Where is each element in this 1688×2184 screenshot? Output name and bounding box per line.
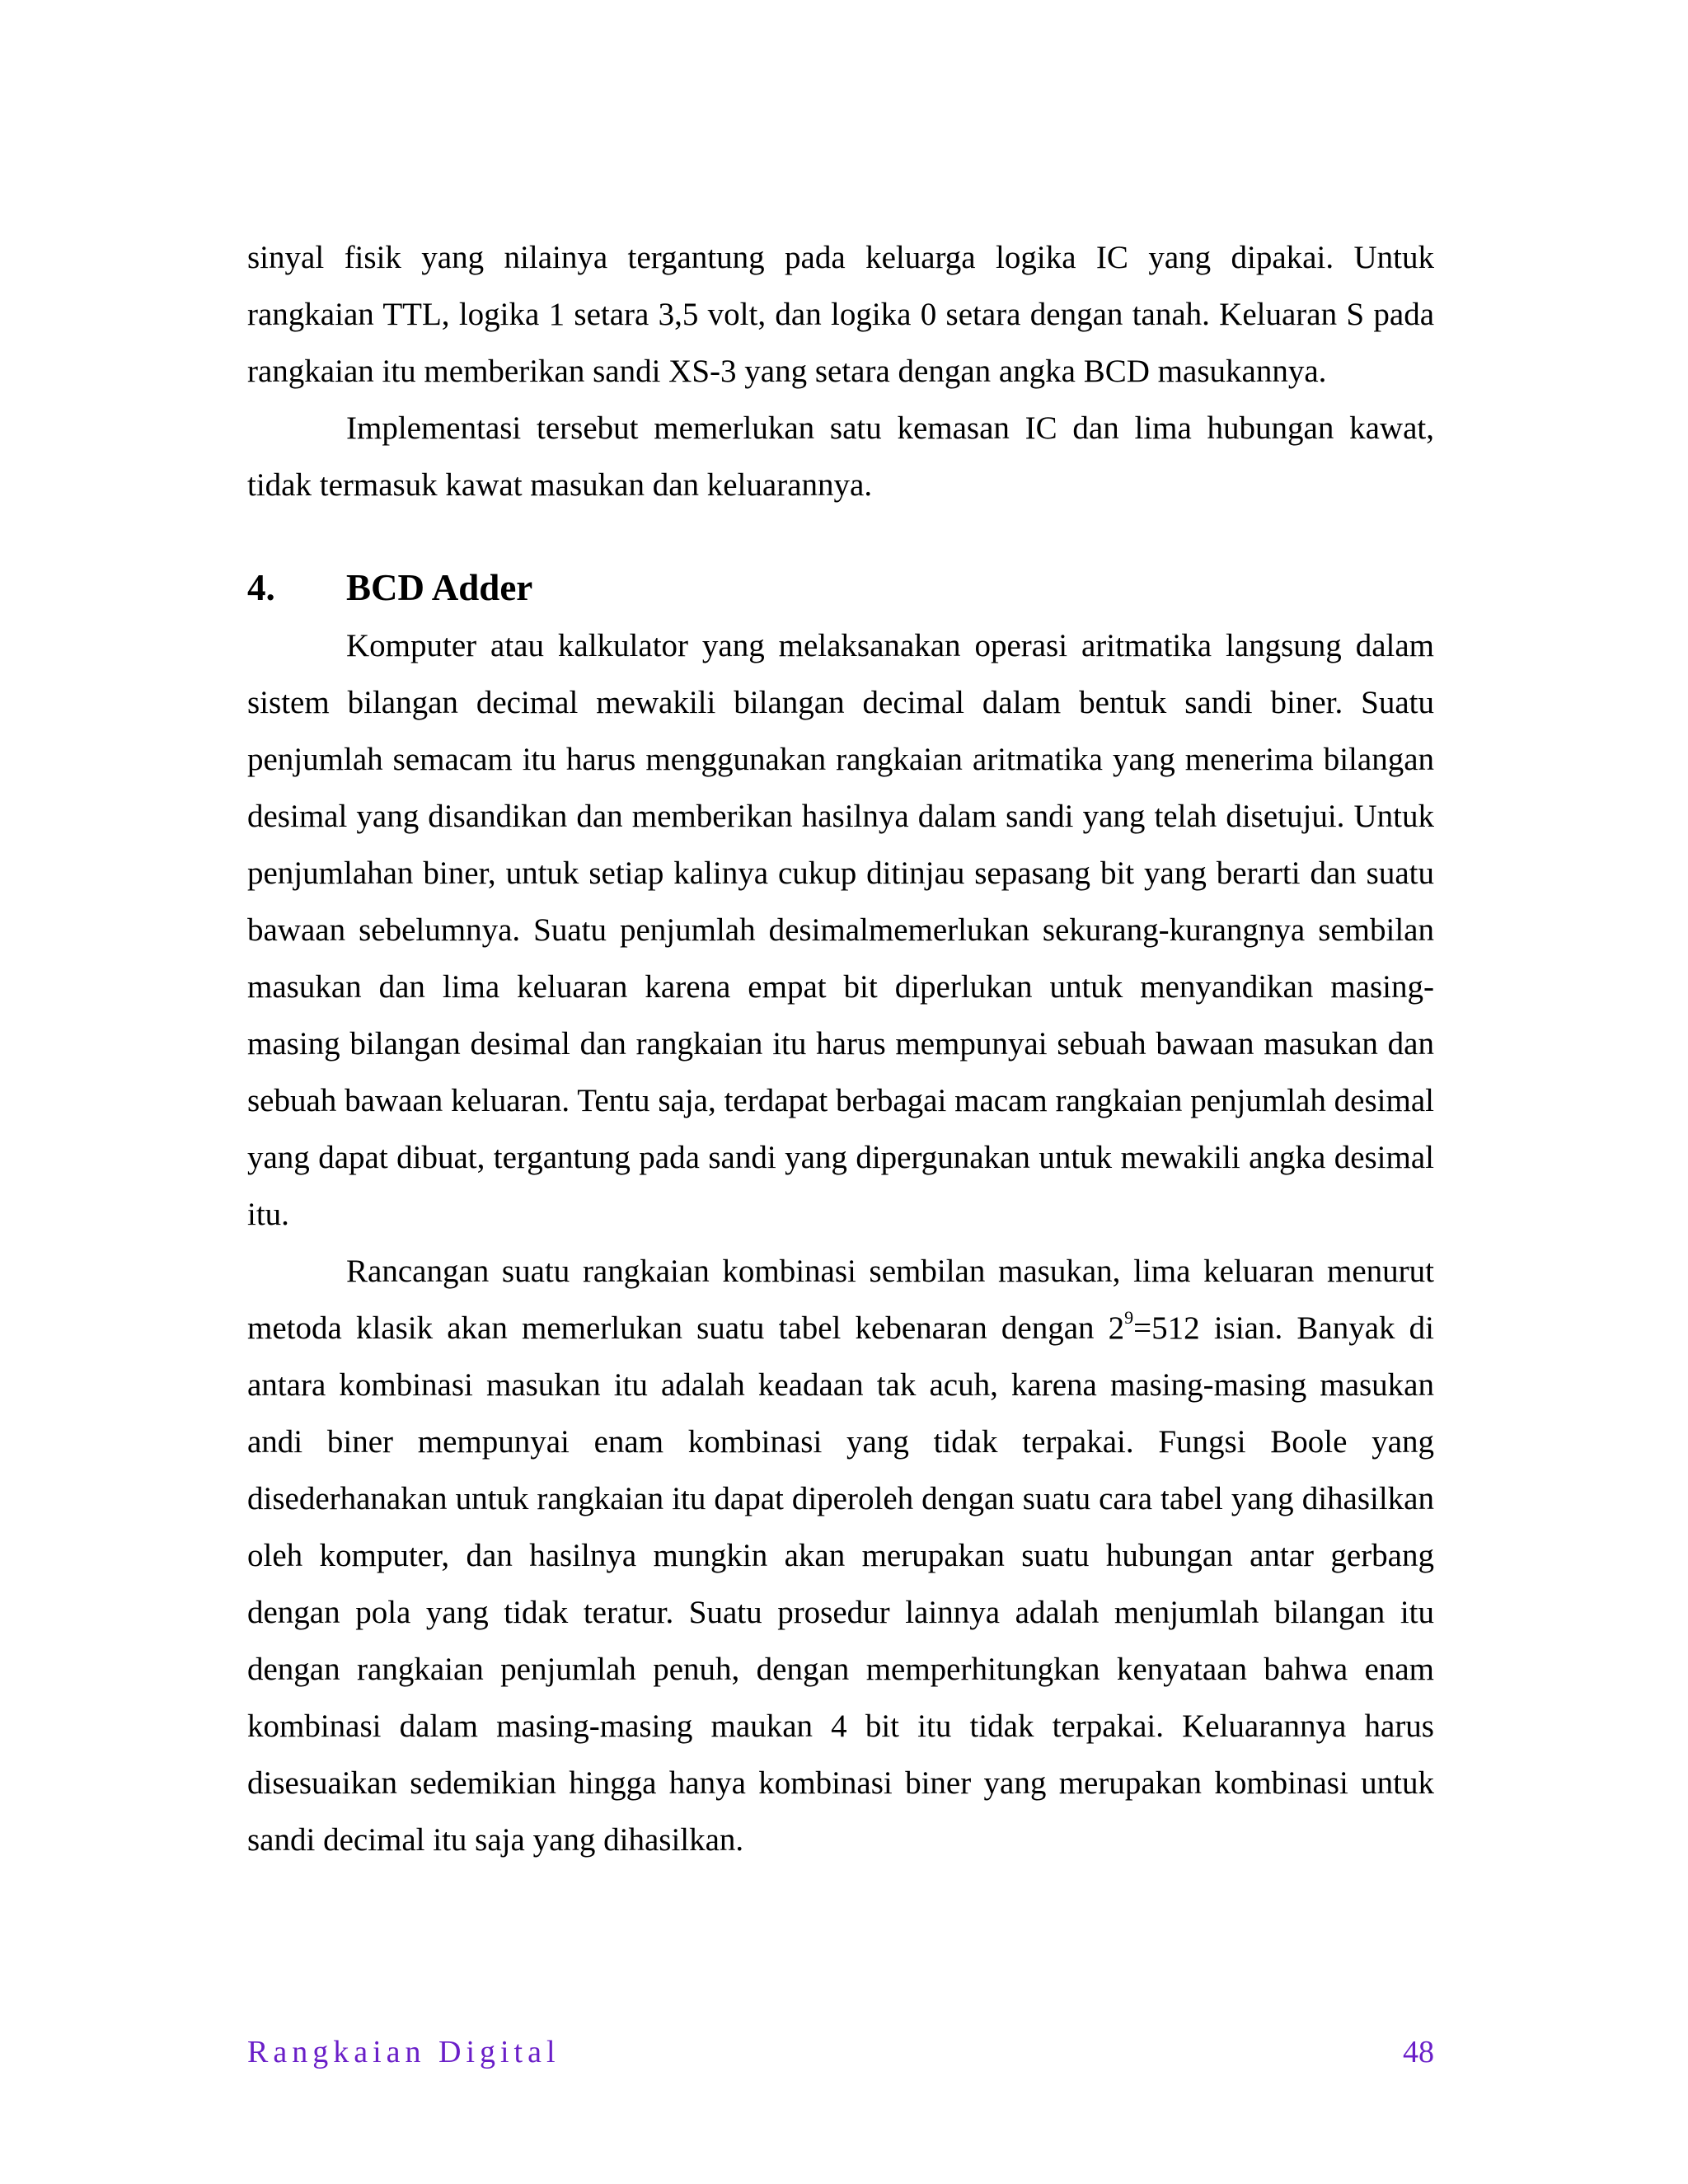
section-number: 4. — [247, 567, 275, 608]
paragraph-4 — [247, 1243, 1434, 1868]
page-footer — [247, 2027, 1434, 2077]
exponent: 9 — [1124, 1307, 1134, 1328]
paragraph-1: sinyal fisik yang nilainya tergantung pada keluarga logika IC yang dipakai. Untuk rangkaian TTL, logika 1 setara 3,5 volt, dan logika 0 setara dengan tanah. Keluaran S pada rangkaian itu memberikan sandi XS-3 yang setara dengan angka BCD masukannya. — [247, 240, 1434, 389]
section-heading — [247, 558, 1434, 617]
paragraph-4-part-1: Rancangan suatu rangkaian kombinasi sembilan masukan, lima keluaran menurut metoda klasik akan memerlukan suatu tabel kebenaran dengan 2 — [247, 1254, 1434, 1346]
paragraph-4-part-2: =512 isian. Banyak di antara kombinasi masukan itu adalah keadaan tak acuh, karena masing-masing masukan andi biner mempunyai enam kombinasi yang tidak terpakai. Fungsi Boole yang disederhanakan untuk rangkaian itu dapat diperoleh dengan suatu cara tabel yang dihasilkan oleh komputer, dan hasilnya mungkin akan merupakan suatu hubungan antar gerbang dengan pola yang tidak teratur. Suatu prosedur lainnya adalah menjumlah bilangan itu dengan rangkaian penjumlah penuh, dengan memperhitungkan kenyataan bahwa enam kombinasi dalam masing-masing maukan 4 bit itu tidak terpakai. Keluarannya harus disesuaikan sedemikian hingga hanya kombinasi biner yang merupakan kombinasi untuk sandi decimal itu saja yang dihasilkan. — [247, 1310, 1434, 1858]
section-title: BCD Adder — [346, 567, 533, 608]
page-number: 48 — [1403, 2035, 1434, 2069]
paragraph-3: Komputer atau kalkulator yang melaksanakan operasi aritmatika langsung dalam sistem bilangan decimal mewakili bilangan decimal dalam bentuk sandi biner. Suatu penjumlah semacam itu harus menggunakan rangkaian aritmatika yang menerima bilangan desimal yang disandikan dan memberikan hasilnya dalam sandi yang telah disetujui. Untuk penjumlahan biner, untuk setiap kalinya cukup ditinjau sepasang bit yang berarti dan suatu bawaan sebelumnya. Suatu penjumlah desimalmemerlukan sekurang-kurangnya sembilan masukan dan lima keluaran karena empat bit diperlukan untuk menyandikan masing-masing bilangan desimal dan rangkaian itu harus mempunyai sebuah bawaan masukan dan sebuah bawaan keluaran. Tentu saja, terdapat berbagai macam rangkaian penjumlah desimal yang dapat dibuat, tergantung pada sandi yang dipergunakan untuk mewakili angka desimal itu. — [247, 628, 1434, 1232]
footer-title: Rangkaian Digital — [247, 2035, 560, 2069]
paragraph-2: Implementasi tersebut memerlukan satu kemasan IC dan lima hubungan kawat, tidak termasuk kawat masukan dan keluarannya. — [247, 410, 1434, 503]
page-content — [247, 229, 1434, 1868]
